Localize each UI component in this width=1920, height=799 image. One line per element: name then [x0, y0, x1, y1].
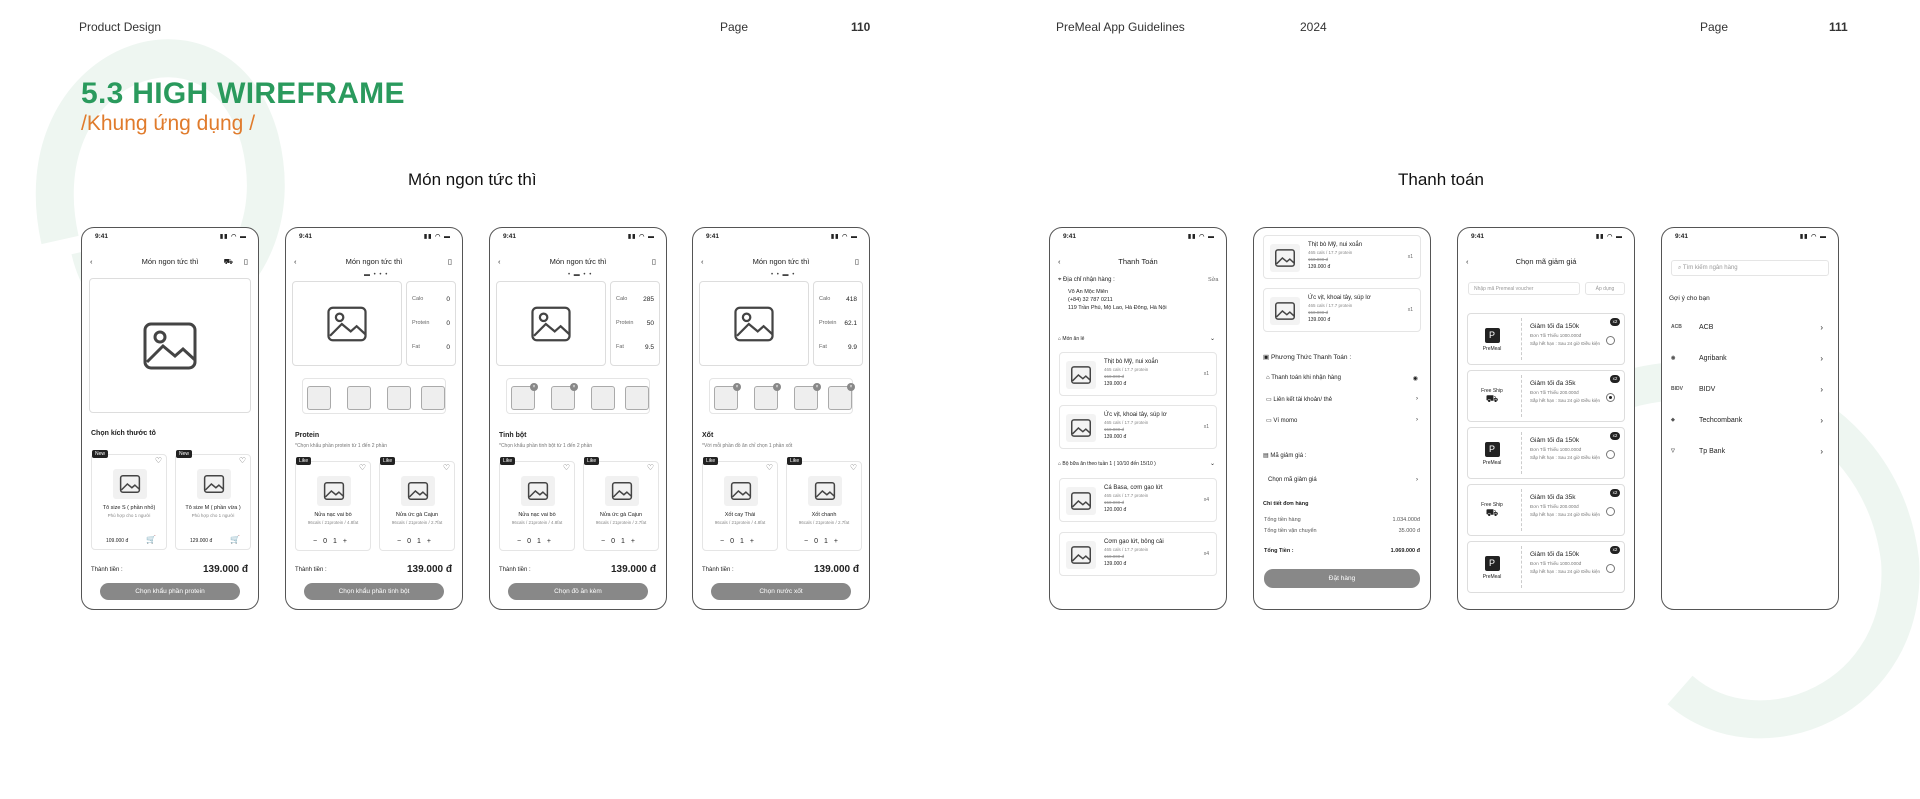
section-title-left: Món ngon tức thì	[408, 170, 537, 189]
step-hint: *Chọn khẩu phần tinh bột từ 1 đến 2 phần	[499, 443, 593, 449]
total-value: 139.000 đ	[813, 564, 859, 575]
back-icon[interactable]: ‹	[1058, 257, 1061, 266]
add-cart-icon[interactable]: 🛒	[146, 535, 156, 544]
radio-selected-icon: ◉	[1412, 376, 1418, 382]
total-label: Thành tiền :	[91, 567, 123, 573]
fat-value: 9.5	[644, 344, 654, 351]
heart-icon[interactable]: ♡	[358, 463, 366, 472]
chevron-right-icon: ›	[1820, 447, 1823, 456]
new-badge: New	[92, 450, 108, 458]
quantity-badge: x2	[1610, 375, 1620, 383]
app-bar	[693, 257, 869, 271]
fat-value: 9.9	[847, 344, 857, 351]
page-label-right: Page	[1700, 20, 1729, 34]
total-label: Thành tiền :	[499, 567, 531, 573]
total-value: 139.000 đ	[610, 564, 656, 575]
voucher-card[interactable]: P PreMeal Giảm tối đa 150k Đơn Tối Thiểu 1000.000đ Sắp hết hạn : Sau 24 giờ Điều kiện x2	[1467, 313, 1625, 365]
product-image	[292, 281, 402, 366]
apply-button[interactable]: Áp dụng	[1585, 282, 1625, 295]
chevron-right-icon: ›	[1416, 417, 1418, 423]
slot[interactable]	[551, 386, 575, 410]
chevron-right-icon: ›	[1820, 385, 1823, 394]
back-icon[interactable]: ‹	[1466, 257, 1469, 266]
slot[interactable]	[591, 386, 615, 410]
choose-sauce-button[interactable]: Chọn nước xốt	[711, 583, 851, 600]
quantity-stepper[interactable]: −01+	[720, 538, 760, 545]
calo-value: 285	[643, 296, 654, 303]
item-price: 109.000 đ	[106, 538, 129, 544]
heart-icon[interactable]: ♡	[238, 456, 246, 465]
item-thumbnail	[113, 469, 147, 499]
nutrition-panel: Calo 418 Protein 62.1 Fat 9.9	[813, 281, 863, 366]
bank-logo-icon: ◉	[1671, 355, 1676, 361]
status-bar	[82, 232, 258, 242]
heart-icon[interactable]: ♡	[849, 463, 857, 472]
item-desc: 96cals / 21protein / 4.8fat	[511, 520, 563, 525]
bank-item[interactable]: ◆ Techcombank ›	[1671, 416, 1823, 425]
wallet-icon: ▭	[1266, 418, 1274, 424]
quantity-badge: x2	[1610, 546, 1620, 554]
order-item: Ức vịt, khoai tây, súp lơ 465 cals / 17.7 protein 150.000 đ 139.000 đ x1	[1263, 288, 1421, 332]
step-hint: *Chọn khẩu phần protein từ 1 đến 2 phần	[295, 443, 388, 449]
slot[interactable]	[625, 386, 649, 410]
chevron-right-icon: ›	[1820, 323, 1823, 332]
selected-slots	[302, 378, 446, 414]
phone-payment	[1253, 227, 1431, 610]
image-placeholder-icon	[734, 306, 774, 342]
item-thumbnail	[401, 476, 435, 506]
receiver-name: Võ An Mộc Miên	[1068, 289, 1109, 295]
back-icon[interactable]: ‹	[498, 257, 501, 266]
step-label: Tinh bột	[499, 432, 527, 439]
remove-icon: ×	[530, 383, 538, 391]
fat-value: 0	[446, 344, 450, 351]
slot[interactable]	[511, 386, 535, 410]
chevron-right-icon: ›	[1820, 416, 1823, 425]
bookmark-icon[interactable]: ▯	[651, 257, 656, 266]
item-desc: 96cals / 21protein / 2.7fat	[391, 520, 443, 525]
back-icon[interactable]: ‹	[701, 257, 704, 266]
slot[interactable]	[387, 386, 411, 410]
slot[interactable]	[754, 386, 778, 410]
nutrition-panel: Calo 285 Protein 50 Fat 9.5	[610, 281, 660, 366]
bank-search-input[interactable]: ⌕ Tìm kiếm ngân hàng	[1671, 260, 1829, 276]
image-placeholder-icon	[531, 306, 571, 342]
total-label: Thành tiền :	[295, 567, 327, 573]
calo-value: 418	[846, 296, 857, 303]
step-label: Protein	[295, 432, 320, 439]
grand-total-row: Tổng Tiền : 1.069.000 đ	[1264, 548, 1420, 554]
page-label-left: Page	[720, 20, 749, 34]
option-card[interactable]: Like ♡ Nửa nạc vai bò 96cals / 21protein / 4.8fat −01+	[295, 461, 371, 551]
chevron-right-icon: ›	[1820, 354, 1823, 363]
slot[interactable]	[794, 386, 818, 410]
image-placeholder-icon	[143, 322, 197, 370]
add-cart-icon[interactable]: 🛒	[230, 535, 240, 544]
suggest-label: Gợi ý cho bạn	[1669, 295, 1710, 302]
heart-icon[interactable]: ♡	[442, 463, 450, 472]
chevron-right-icon: ›	[1416, 396, 1418, 402]
status-bar	[490, 232, 666, 242]
signal-wifi-battery-icon: ▮▮ ◠ ▬	[1187, 234, 1215, 240]
page-number-left: 110	[851, 20, 871, 34]
voucher-card[interactable]: Free Ship ⛟ Giảm tối đa 35k Đơn Tối Thiểu 200.000đ Sắp hết hạn : Sau 24 giờ Điều kiện x2	[1467, 484, 1625, 536]
bookmark-icon[interactable]: ▯	[447, 257, 452, 266]
location-icon: ⌖	[1058, 277, 1064, 283]
order-item: Thịt bò Mỹ, nui xoắn 465 cals / 17.7 protein 150.000 đ 139.000 đ x1	[1059, 352, 1217, 396]
total-value: 139.000 đ	[202, 564, 248, 575]
heart-icon[interactable]: ♡	[562, 463, 570, 472]
app-bar	[1458, 257, 1634, 271]
voucher-logo: P PreMeal	[1482, 558, 1502, 580]
item-desc: Phù hợp cho 1 người	[107, 513, 151, 518]
heart-icon[interactable]: ♡	[154, 456, 162, 465]
group-header[interactable]: ⌂ Bộ bữa ăn theo tuần 1 ( 10/10 đến 15/10 )	[1058, 461, 1156, 467]
slot[interactable]	[421, 386, 445, 410]
product-image	[496, 281, 606, 366]
payment-option-momo[interactable]: ▭ Ví momo ›	[1266, 417, 1418, 424]
signal-wifi-battery-icon: ▮▮ ◠ ▬	[830, 234, 858, 240]
slot[interactable]	[714, 386, 738, 410]
size-card[interactable]	[91, 451, 167, 550]
phone-size-select	[81, 227, 259, 610]
item-desc: 96cals / 21protein / 4.8fat	[714, 520, 766, 525]
order-detail-label: Chi tiết đơn hàng	[1263, 501, 1309, 507]
status-time: 9:41	[503, 233, 517, 240]
carousel-dots: • ▬ • •	[568, 272, 593, 278]
app-bar	[82, 257, 258, 271]
section-heading: 5.3 HIGH WIREFRAME	[81, 77, 405, 110]
item-thumbnail	[808, 476, 842, 506]
phone-carb	[489, 227, 667, 610]
choose-promo-row[interactable]: Chọn mã giảm giá ›	[1268, 477, 1418, 483]
item-name: Nửa ức gà Cajun	[395, 512, 439, 518]
item-desc: Phù hợp cho 1 người	[191, 513, 235, 518]
phone-vouchers	[1457, 227, 1635, 610]
year-label: 2024	[1300, 20, 1327, 34]
voucher-card[interactable]: Free Ship ⛟ Giảm tối đa 35k Đơn Tối Thiểu 200.000đ Sắp hết hạn : Sau 24 giờ Điều kiện x2	[1467, 370, 1625, 422]
choose-carb-button[interactable]: Chọn khẩu phần tinh bột	[304, 583, 444, 600]
card-icon: ▭	[1266, 397, 1274, 403]
remove-icon: ×	[570, 383, 578, 391]
voucher-radio	[1606, 564, 1615, 573]
option-card[interactable]: Like ♡ Xốt chanh 96cals / 21protein / 2.7fat −01+	[786, 461, 862, 551]
voucher-card[interactable]: P PreMeal Giảm tối đa 150k Đơn Tối Thiểu 1000.000đ Sắp hết hạn : Sau 24 giờ Điều kiện x2	[1467, 427, 1625, 479]
bank-logo-icon: ACB	[1671, 324, 1682, 330]
app-bar	[1050, 257, 1226, 271]
app-bar	[490, 257, 666, 271]
page-number-right: 111	[1829, 20, 1848, 34]
status-bar	[693, 232, 869, 242]
order-item: Thịt bò Mỹ, nui xoắn 465 cals / 17.7 protein 150.000 đ 139.000 đ x1	[1263, 235, 1421, 279]
voucher-radio-selected	[1606, 393, 1615, 402]
size-section-label: Chọn kích thước tô	[91, 430, 156, 437]
payment-method-label: ▣ Phương Thức Thanh Toán :	[1263, 354, 1352, 361]
app-bar-title: Thanh Toán	[1118, 257, 1158, 266]
app-bar-title: Món ngon tức thì	[549, 257, 607, 266]
order-item: Ức vịt, khoai tây, súp lơ 465 cals / 17.7 protein 150.000 đ 139.000 đ x1	[1059, 405, 1217, 449]
quantity-stepper[interactable]: −01+	[517, 538, 557, 545]
search-icon: ⌕	[1678, 265, 1683, 271]
item-desc: 96cals / 21protein / 2.7fat	[595, 520, 647, 525]
shipping-row: Tổng tiền vận chuyển 35.000 đ	[1264, 528, 1420, 534]
status-bar	[1458, 232, 1634, 242]
subtotal-row: Tổng tiền hàng 1.034.000đ	[1264, 517, 1420, 523]
item-name: Tô size S ( phần nhỏ)	[102, 505, 156, 511]
order-item: Cá Basa, cơm gạo lứt 465 cals / 17.7 protein 150.000 đ 120.000 đ x4	[1059, 478, 1217, 522]
status-time: 9:41	[95, 233, 109, 240]
chevron-right-icon: ›	[1416, 477, 1418, 483]
app-bar-title: Món ngon tức thì	[141, 257, 199, 266]
home-icon: ⌂	[1266, 375, 1272, 381]
selected-slots	[506, 378, 650, 414]
image-placeholder-icon	[327, 306, 367, 342]
voucher-radio	[1606, 336, 1615, 345]
status-bar	[1662, 232, 1838, 242]
choose-protein-button[interactable]: Chọn khẩu phần protein	[100, 583, 240, 600]
status-time: 9:41	[1471, 233, 1485, 240]
receiver-address: 119 Trần Phú, Mộ Lao, Hà Đông, Hà Nội	[1068, 305, 1167, 311]
protein-value: 62.1	[844, 320, 857, 327]
bookmark-icon[interactable]: ▯	[243, 257, 248, 266]
item-name: Xốt cay Thái	[724, 512, 756, 518]
voucher-logo: P PreMeal	[1482, 444, 1502, 466]
item-desc: 96cals / 21protein / 2.7fat	[798, 520, 850, 525]
slot[interactable]	[347, 386, 371, 410]
quantity-stepper[interactable]: −01+	[804, 538, 844, 545]
bank-item[interactable]: ACB ACB ›	[1671, 323, 1823, 332]
signal-wifi-battery-icon: ▮▮ ◠ ▬	[219, 234, 247, 240]
bank-item[interactable]: ▽ Tp Bank ›	[1671, 447, 1823, 456]
wallet-icon: ▣	[1263, 354, 1271, 361]
new-badge: New	[176, 450, 192, 458]
voucher-logo: P PreMeal	[1482, 330, 1502, 352]
signal-wifi-battery-icon: ▮▮ ◠ ▬	[1595, 234, 1623, 240]
item-name: Nửa nạc vai bò	[314, 512, 352, 518]
item-thumbnail	[1066, 541, 1096, 569]
item-thumbnail	[1066, 414, 1096, 442]
truck-icon: ⛟	[1485, 393, 1499, 405]
remove-icon: ×	[847, 383, 855, 391]
truck-icon: ⛟	[1485, 507, 1499, 519]
signal-wifi-battery-icon: ▮▮ ◠ ▬	[627, 234, 655, 240]
option-card[interactable]: Like ♡ Nửa ức gà Cajun 96cals / 21protein / 2.7fat −01+	[583, 461, 659, 551]
item-name: Xốt chanh	[811, 512, 837, 518]
payment-option-cod[interactable]: ⌂ Thanh toán khi nhận hàng ◉	[1266, 375, 1418, 382]
bank-item[interactable]: ◉ Agribank ›	[1671, 354, 1823, 363]
promo-label: ▤ Mã giảm giá :	[1263, 453, 1307, 459]
option-card[interactable]: Like ♡ Nửa nạc vai bò 96cals / 21protein / 4.8fat −01+	[499, 461, 575, 551]
order-item: Cơm gạo lứt, bông cải 465 cals / 17.7 protein 150.000 đ 139.000 đ x4	[1059, 532, 1217, 576]
nutrition-panel: Calo 0 Protein 0 Fat 0	[406, 281, 456, 366]
bag-icon: ⌂	[1058, 461, 1063, 467]
place-order-button[interactable]: Đặt hàng	[1264, 569, 1420, 588]
remove-icon: ×	[813, 383, 821, 391]
premeal-logo-icon: P	[1485, 328, 1500, 343]
premeal-logo-icon: P	[1485, 442, 1500, 457]
status-time: 9:41	[299, 233, 313, 240]
voucher-logo: Free Ship ⛟	[1481, 387, 1503, 405]
option-card[interactable]: Like ♡ Xốt cay Thái 96cals / 21protein / 4.8fat −01+	[702, 461, 778, 551]
status-time: 9:41	[1063, 233, 1077, 240]
voucher-card[interactable]: P PreMeal Giảm tối đa 150k Đơn Tối Thiểu 1000.000đ Sắp hết hạn : Sau 24 giờ Điều kiện x2	[1467, 541, 1625, 593]
voucher-logo: Free Ship ⛟	[1481, 501, 1503, 519]
selected-slots	[709, 378, 853, 414]
phone-checkout	[1049, 227, 1227, 610]
remove-icon: ×	[733, 383, 741, 391]
item-thumbnail	[1066, 487, 1096, 515]
bag-icon: ⌂	[1058, 336, 1063, 342]
cart-icon[interactable]: ⛟	[223, 257, 233, 266]
item-thumbnail	[1066, 361, 1096, 389]
quantity-stepper[interactable]: −01+	[397, 538, 437, 545]
signal-wifi-battery-icon: ▮▮ ◠ ▬	[423, 234, 451, 240]
premeal-logo-icon: P	[1485, 556, 1500, 571]
voucher-radio	[1606, 507, 1615, 516]
quantity-badge: x2	[1610, 318, 1620, 326]
ticket-icon: ▤	[1263, 453, 1271, 459]
status-time: 9:41	[1675, 233, 1689, 240]
bookmark-icon[interactable]: ▯	[854, 257, 859, 266]
item-name: Nửa nạc vai bò	[518, 512, 556, 518]
item-name: Tô size M ( phần vừa )	[185, 505, 241, 511]
app-bar-title: Món ngon tức thì	[752, 257, 810, 266]
item-desc: 96cals / 21protein / 4.8fat	[307, 520, 359, 525]
item-price: 129.000 đ	[190, 538, 213, 544]
item-name: Nửa ức gà Cajun	[599, 512, 643, 518]
bank-logo-icon: ▽	[1671, 448, 1675, 454]
bank-item[interactable]: BIDV BIDV ›	[1671, 385, 1823, 394]
receiver-phone: (+84) 32 787 0211	[1068, 297, 1113, 303]
carousel-dots: • • ▬ •	[771, 272, 796, 278]
slot[interactable]	[307, 386, 331, 410]
quantity-badge: x2	[1610, 489, 1620, 497]
quantity-stepper[interactable]: −01+	[313, 538, 353, 545]
chevron-down-icon[interactable]: ⌄	[1210, 461, 1216, 467]
heart-icon[interactable]: ♡	[765, 463, 773, 472]
edit-link[interactable]: Sửa	[1208, 277, 1219, 283]
item-thumbnail	[317, 476, 351, 506]
option-card[interactable]: Like ♡ Nửa ức gà Cajun 96cals / 21protein / 2.7fat −01+	[379, 461, 455, 551]
item-thumbnail	[605, 476, 639, 506]
total-label: Thành tiền :	[702, 567, 734, 573]
address-label: ⌖ Địa chỉ nhận hàng :	[1058, 277, 1115, 283]
item-thumbnail	[521, 476, 555, 506]
app-bar-title: Chọn mã giảm giá	[1515, 257, 1577, 266]
protein-value: 50	[646, 320, 654, 327]
signal-wifi-battery-icon: ▮▮ ◠ ▬	[1799, 234, 1827, 240]
heart-icon[interactable]: ♡	[646, 463, 654, 472]
product-image	[699, 281, 809, 366]
status-time: 9:41	[706, 233, 720, 240]
chevron-down-icon[interactable]: ⌄	[1210, 336, 1216, 342]
step-label: Xốt	[702, 432, 714, 439]
total-value: 139.000 đ	[406, 564, 452, 575]
size-card[interactable]	[175, 451, 251, 550]
back-icon[interactable]: ‹	[90, 257, 93, 266]
status-bar	[1050, 232, 1226, 242]
item-thumbnail	[1270, 297, 1300, 325]
step-hint: *Với mỗi phần đồ ăn chỉ chọn 1 phần xốt	[702, 443, 793, 449]
product-image	[89, 278, 251, 413]
remove-icon: ×	[773, 383, 781, 391]
voucher-radio	[1606, 450, 1615, 459]
payment-option-card[interactable]: ▭ Liên kết tài khoản/ thẻ ›	[1266, 396, 1418, 403]
phone-protein	[285, 227, 463, 610]
calo-value: 0	[446, 296, 450, 303]
item-thumbnail	[724, 476, 758, 506]
bank-logo-icon: BIDV	[1671, 386, 1683, 392]
group-header[interactable]: ⌂ Món ăn lẻ	[1058, 336, 1085, 342]
app-bar	[286, 257, 462, 271]
item-thumbnail	[1270, 244, 1300, 272]
voucher-code-input[interactable]: Nhập mã Premeal voucher	[1468, 282, 1580, 295]
phone-sauce	[692, 227, 870, 610]
protein-value: 0	[446, 320, 450, 327]
quantity-badge: x2	[1610, 432, 1620, 440]
slot[interactable]	[828, 386, 852, 410]
item-thumbnail	[197, 469, 231, 499]
section-subheading: /Khung ứng dụng /	[81, 112, 256, 135]
back-icon[interactable]: ‹	[294, 257, 297, 266]
choose-side-button[interactable]: Chọn đồ ăn kèm	[508, 583, 648, 600]
status-bar	[286, 232, 462, 242]
bank-logo-icon: ◆	[1671, 417, 1675, 423]
phone-banks	[1661, 227, 1839, 610]
app-bar-title: Món ngon tức thì	[345, 257, 403, 266]
doc-title-left: Product Design	[79, 20, 162, 34]
carousel-dots: ▬ • • •	[364, 272, 389, 278]
quantity-stepper[interactable]: −01+	[601, 538, 641, 545]
doc-title-right: PreMeal App Guidelines	[1056, 20, 1185, 34]
section-title-right: Thanh toán	[1398, 170, 1485, 189]
